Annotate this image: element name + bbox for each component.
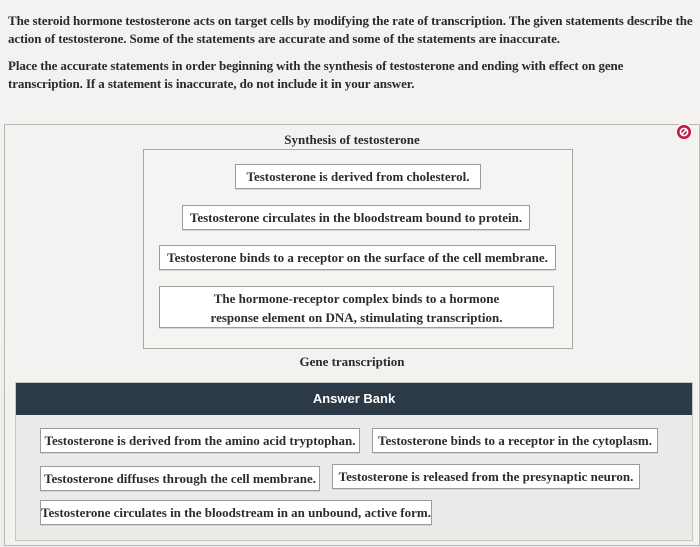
sequence-start-label: Synthesis of testosterone [284, 132, 420, 147]
sequence-end-label: Gene transcription [299, 354, 405, 369]
bank-statement[interactable]: Testosterone is released from the presynaptic neuron. [332, 464, 640, 489]
placed-statement[interactable]: Testosterone binds to a receptor on the surface of the cell membrane. [159, 245, 556, 270]
answer-drop-zone[interactable] [143, 149, 573, 349]
bank-statement[interactable]: Testosterone diffuses through the cell membrane. [40, 466, 320, 491]
bank-statement[interactable]: Testosterone circulates in the bloodstream in an unbound, active form. [40, 500, 432, 525]
question-prompt [8, 12, 698, 102]
answer-bank[interactable] [15, 382, 693, 541]
placed-statement[interactable]: The hormone-receptor complex binds to a hormone response element on DNA, stimulating transcription. [159, 286, 554, 328]
ordering-workspace [4, 124, 700, 546]
answer-bank-title: Answer Bank [16, 383, 692, 415]
placed-statement[interactable]: Testosterone circulates in the bloodstream bound to protein. [182, 205, 530, 230]
prompt-paragraph-instructions: Place the accurate statements in order beginning with the synthesis of testosterone and ending with effect on gene transcription. If a statement is inaccurate, do not include it in your answer. [8, 58, 624, 91]
prompt-paragraph-description: The steroid hormone testosterone acts on target cells by modifying the rate of transcription. The given statements describe the action of testosterone. Some of the statements are accurate and some of the statements are inaccurate. [8, 13, 693, 46]
bank-statement[interactable]: Testosterone is derived from the amino acid tryptophan. [40, 428, 360, 453]
bank-statement[interactable]: Testosterone binds to a receptor in the cytoplasm. [372, 428, 658, 453]
placed-statement[interactable]: Testosterone is derived from cholesterol. [235, 164, 481, 189]
incorrect-circle-icon [677, 125, 691, 139]
